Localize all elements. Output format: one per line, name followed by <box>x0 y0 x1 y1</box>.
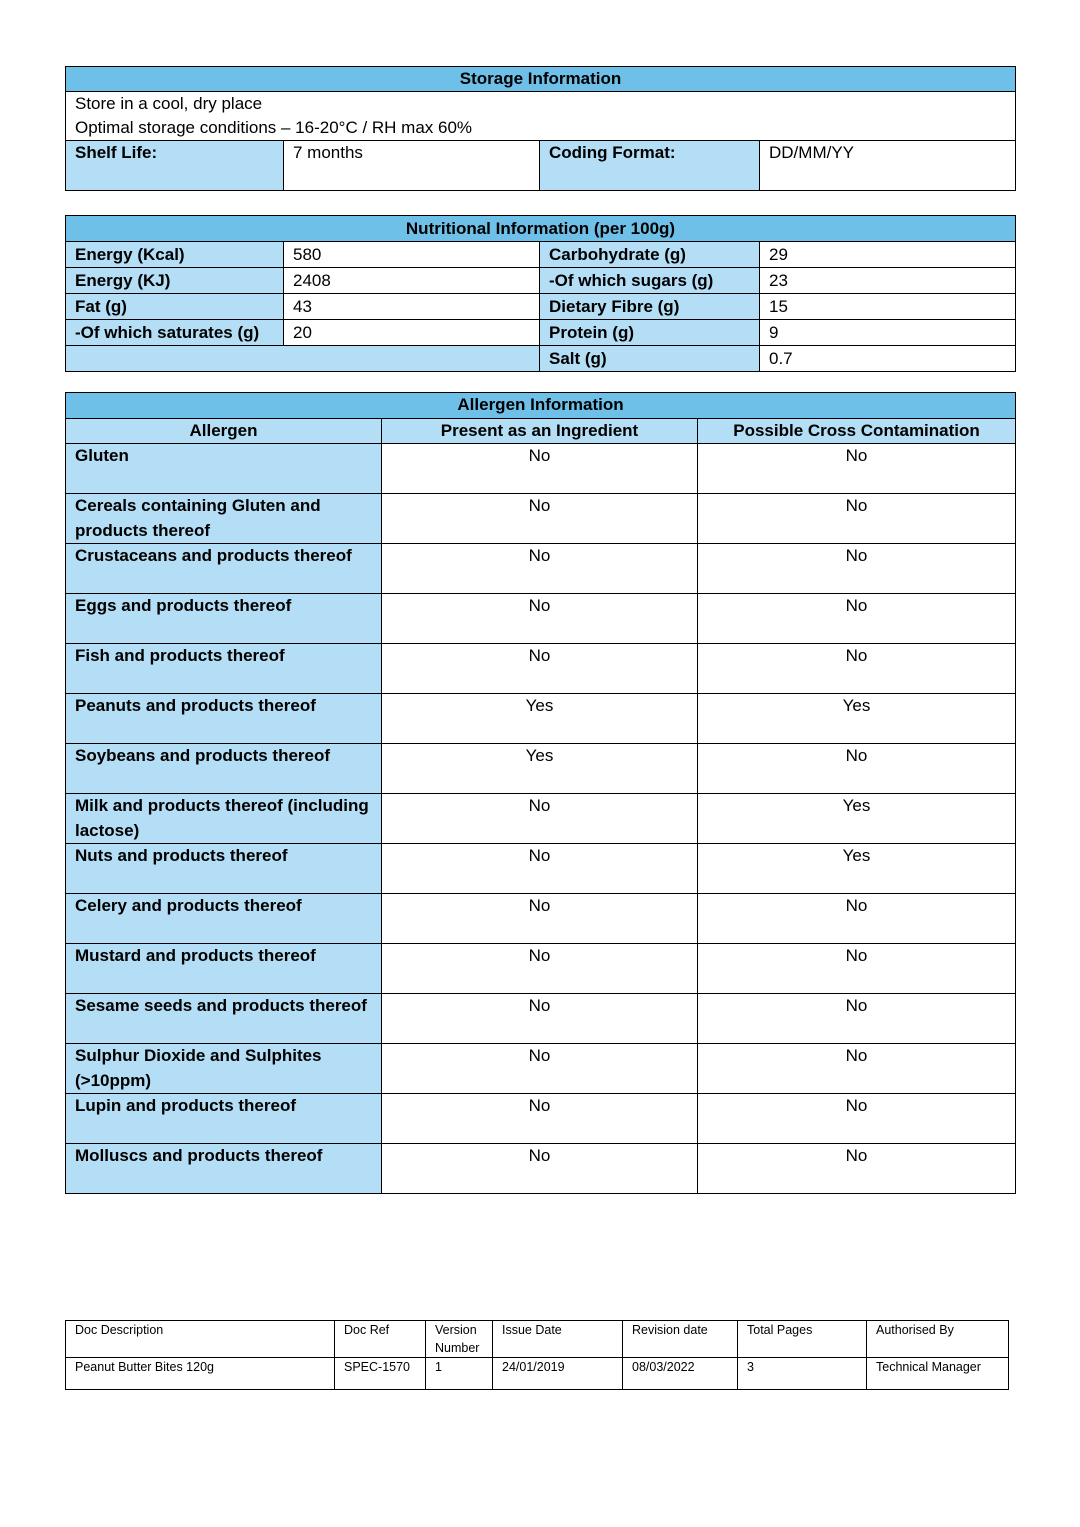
footer-header-total-pages: Total Pages <box>738 1321 867 1358</box>
nutrition-title: Nutritional Information (per 100g) <box>66 216 1016 242</box>
allergen-ingredient: No <box>382 644 698 694</box>
nutrient-label: -Of which sugars (g) <box>540 268 760 294</box>
footer-header-doc-ref: Doc Ref <box>335 1321 426 1358</box>
ingredient-column-header: Present as an Ingredient <box>382 418 698 444</box>
allergen-name: Crustaceans and products thereof <box>66 544 382 594</box>
allergen-row <box>66 1094 1016 1144</box>
footer-value-row <box>66 1358 1009 1390</box>
allergen-cross: Yes <box>698 844 1016 894</box>
allergen-row <box>66 844 1016 894</box>
nutrition-row <box>66 346 1016 372</box>
storage-table <box>65 66 1016 191</box>
allergen-name: Molluscs and products thereof <box>66 1144 382 1194</box>
allergen-table <box>65 392 1016 1194</box>
nutrient-empty-cell <box>66 346 540 372</box>
allergen-ingredient: No <box>382 444 698 494</box>
allergen-name: Peanuts and products thereof <box>66 694 382 744</box>
allergen-ingredient: No <box>382 844 698 894</box>
version-number: 1 <box>426 1358 493 1390</box>
nutrition-row <box>66 294 1016 320</box>
shelf-life-label: Shelf Life: <box>66 141 284 191</box>
allergen-name: Cereals containing Gluten and products thereof <box>66 494 382 544</box>
footer-header-version-number: Version Number <box>426 1321 493 1358</box>
storage-line-1: Store in a cool, dry place <box>75 94 263 113</box>
allergen-ingredient: No <box>382 1094 698 1144</box>
allergen-name: Sulphur Dioxide and Sulphites (>10ppm) <box>66 1044 382 1094</box>
nutrient-value: 29 <box>760 242 1016 268</box>
allergen-column-header: Allergen <box>66 418 382 444</box>
footer-header-issue-date: Issue Date <box>493 1321 623 1358</box>
nutrient-value: 2408 <box>284 268 540 294</box>
allergen-cross: Yes <box>698 694 1016 744</box>
nutrient-value: 15 <box>760 294 1016 320</box>
allergen-ingredient: No <box>382 594 698 644</box>
allergen-ingredient: No <box>382 1144 698 1194</box>
allergen-row <box>66 444 1016 494</box>
allergen-cross: No <box>698 544 1016 594</box>
coding-format-label: Coding Format: <box>540 141 760 191</box>
allergen-row <box>66 944 1016 994</box>
nutrient-value: 20 <box>284 320 540 346</box>
nutrient-value: 0.7 <box>760 346 1016 372</box>
allergen-cross: No <box>698 894 1016 944</box>
total-pages: 3 <box>738 1358 867 1390</box>
allergen-name: Mustard and products thereof <box>66 944 382 994</box>
allergen-row <box>66 1144 1016 1194</box>
storage-notes <box>66 92 1016 141</box>
allergen-cross: No <box>698 994 1016 1044</box>
nutrient-label: Salt (g) <box>540 346 760 372</box>
nutrient-label: Carbohydrate (g) <box>540 242 760 268</box>
allergen-row <box>66 894 1016 944</box>
allergen-ingredient: Yes <box>382 744 698 794</box>
allergen-name: Celery and products thereof <box>66 894 382 944</box>
nutrient-label: -Of which saturates (g) <box>66 320 284 346</box>
allergen-ingredient: No <box>382 544 698 594</box>
storage-line-2: Optimal storage conditions – 16-20°C / RH max 60% <box>75 118 473 137</box>
nutrient-label: Energy (KJ) <box>66 268 284 294</box>
allergen-row <box>66 594 1016 644</box>
nutrient-label: Energy (Kcal) <box>66 242 284 268</box>
allergen-cross: No <box>698 494 1016 544</box>
allergen-cross: No <box>698 1044 1016 1094</box>
allergen-ingredient: No <box>382 994 698 1044</box>
nutrient-value: 23 <box>760 268 1016 294</box>
nutrient-value: 43 <box>284 294 540 320</box>
allergen-cross: No <box>698 594 1016 644</box>
allergen-name: Sesame seeds and products thereof <box>66 994 382 1044</box>
nutrition-row <box>66 242 1016 268</box>
allergen-name: Soybeans and products thereof <box>66 744 382 794</box>
shelf-life-value: 7 months <box>284 141 540 191</box>
allergen-ingredient: No <box>382 1044 698 1094</box>
allergen-row <box>66 794 1016 844</box>
cross-contamination-column-header: Possible Cross Contamination <box>698 418 1016 444</box>
coding-format-value: DD/MM/YY <box>760 141 1016 191</box>
allergen-cross: No <box>698 944 1016 994</box>
storage-title: Storage Information <box>66 67 1016 92</box>
allergen-name: Fish and products thereof <box>66 644 382 694</box>
issue-date: 24/01/2019 <box>493 1358 623 1390</box>
doc-ref: SPEC-1570 <box>335 1358 426 1390</box>
nutrition-row <box>66 268 1016 294</box>
nutrient-label: Protein (g) <box>540 320 760 346</box>
nutrient-value: 9 <box>760 320 1016 346</box>
footer-header-doc-description: Doc Description <box>66 1321 335 1358</box>
allergen-row <box>66 694 1016 744</box>
allergen-cross: No <box>698 444 1016 494</box>
doc-description: Peanut Butter Bites 120g <box>66 1358 335 1390</box>
nutrient-label: Fat (g) <box>66 294 284 320</box>
allergen-cross: No <box>698 644 1016 694</box>
revision-date: 08/03/2022 <box>623 1358 738 1390</box>
allergen-ingredient: No <box>382 944 698 994</box>
allergen-cross: No <box>698 744 1016 794</box>
allergen-cross: Yes <box>698 794 1016 844</box>
allergen-row <box>66 744 1016 794</box>
authorised-by: Technical Manager <box>867 1358 1009 1390</box>
allergen-cross: No <box>698 1144 1016 1194</box>
allergen-ingredient: Yes <box>382 694 698 744</box>
nutrient-value: 580 <box>284 242 540 268</box>
allergen-cross: No <box>698 1094 1016 1144</box>
nutrition-row <box>66 320 1016 346</box>
allergen-row <box>66 494 1016 544</box>
allergen-name: Gluten <box>66 444 382 494</box>
allergen-row <box>66 1044 1016 1094</box>
allergen-title: Allergen Information <box>66 393 1016 419</box>
nutrition-table <box>65 215 1016 372</box>
allergen-name: Lupin and products thereof <box>66 1094 382 1144</box>
footer-header-authorised-by: Authorised By <box>867 1321 1009 1358</box>
allergen-row <box>66 644 1016 694</box>
allergen-ingredient: No <box>382 494 698 544</box>
allergen-name: Milk and products thereof (including lactose) <box>66 794 382 844</box>
allergen-row <box>66 994 1016 1044</box>
allergen-name: Nuts and products thereof <box>66 844 382 894</box>
allergen-row <box>66 544 1016 594</box>
allergen-ingredient: No <box>382 794 698 844</box>
footer-header-row <box>66 1321 1009 1358</box>
allergen-ingredient: No <box>382 894 698 944</box>
allergen-name: Eggs and products thereof <box>66 594 382 644</box>
footer-header-revision-date: Revision date <box>623 1321 738 1358</box>
nutrient-label: Dietary Fibre (g) <box>540 294 760 320</box>
document-control-table <box>65 1320 1009 1390</box>
